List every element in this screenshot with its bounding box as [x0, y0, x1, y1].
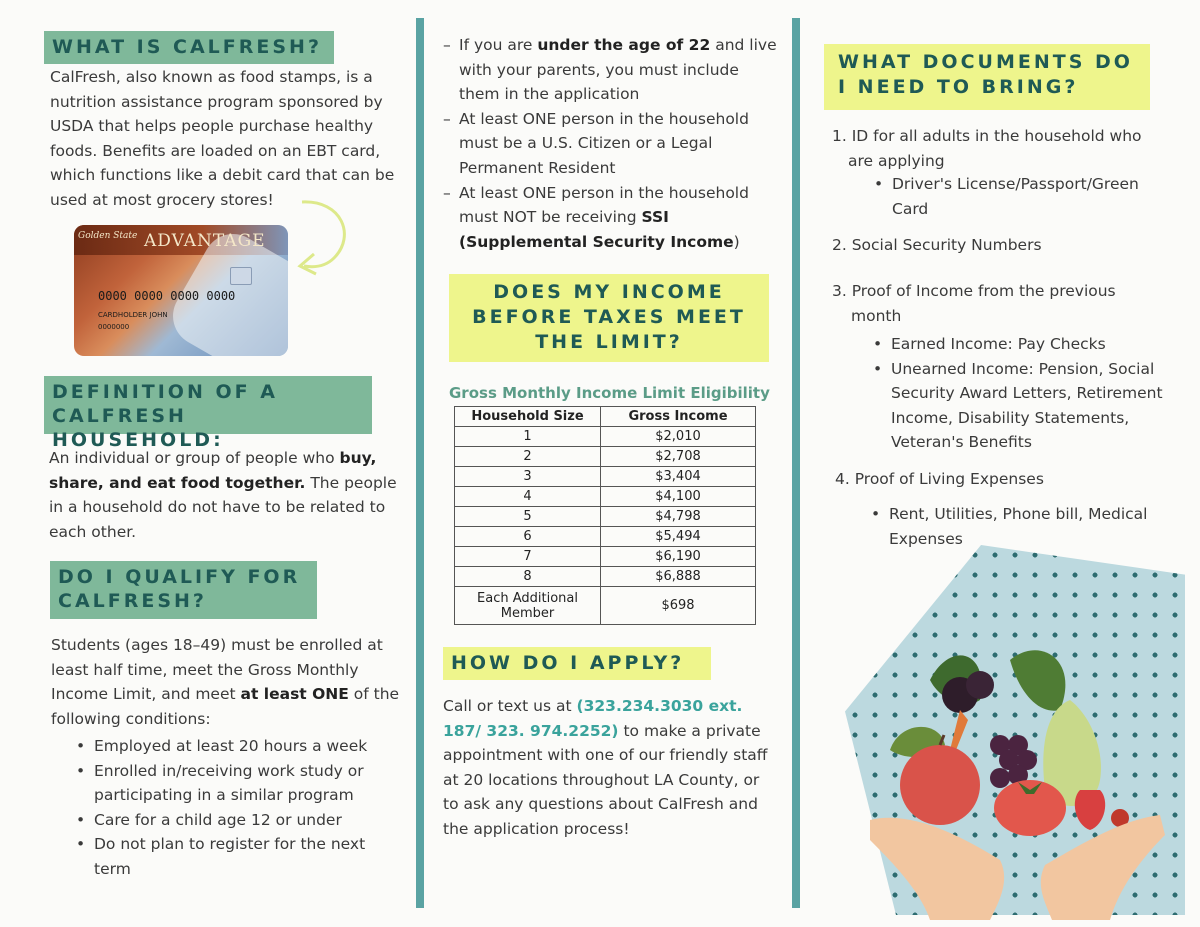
- table-header: Gross Income: [601, 407, 756, 427]
- definition-text: An individual or group of people who buy, share, and eat food together. The people in a household do not have to be related to each other.: [49, 449, 397, 541]
- card-brand-small: Golden State: [78, 231, 138, 241]
- list-item: • Rent, Utilities, Phone bill, Medical Expenses: [869, 502, 1159, 551]
- what-is-calfresh-heading: WHAT IS CALFRESH?: [44, 31, 334, 64]
- card-brand-big: ADVANTAGE: [144, 231, 266, 251]
- list-item: – If you are under the age of 22 and live with your parents, you must include them in the application: [443, 33, 783, 107]
- qualify-conditions-list: [74, 734, 394, 882]
- documents-item-4: 4. Proof of Living Expenses: [835, 470, 1044, 488]
- table-cell: $2,010: [601, 427, 756, 447]
- table-cell: 2: [455, 447, 601, 467]
- table-cell: 4: [455, 487, 601, 507]
- table-cell: 6: [455, 527, 601, 547]
- column-divider-right: [792, 18, 800, 908]
- table-cell: $3,404: [601, 467, 756, 487]
- table-cell: 7: [455, 547, 601, 567]
- how-to-apply-text: Call or text us at (323.234.3030 ext. 187/ 323. 974.2252) to make a private appointment with one of our friendly staff at 20 locations throughout LA County, or to ask any questions about CalFresh and the application process!: [443, 697, 768, 838]
- income-limit-heading: DOES MY INCOME BEFORE TAXES MEET THE LIMIT?: [449, 274, 769, 362]
- table-row: [455, 527, 756, 547]
- curved-arrow-icon: [294, 196, 358, 280]
- card-small-number: 0000000: [98, 323, 130, 331]
- list-item: • Earned Income: Pay Checks: [871, 332, 1163, 357]
- table-cell: 8: [455, 567, 601, 587]
- documents-item-3-sublist: [871, 332, 1163, 455]
- household-conditions-list: [443, 33, 783, 254]
- table-row: [455, 587, 756, 625]
- table-cell: Each Additional Member: [455, 587, 601, 625]
- list-item: – At least ONE person in the household must NOT be receiving SSI (Supplemental Security Income): [443, 181, 783, 255]
- card-number: 0000 0000 0000 0000: [98, 289, 236, 303]
- table-cell: $698: [601, 587, 756, 625]
- table-cell: $2,708: [601, 447, 756, 467]
- table-cell: 3: [455, 467, 601, 487]
- list-item: • Employed at least 20 hours a week: [74, 734, 394, 759]
- table-header-row: [455, 407, 756, 427]
- table-header: Household Size: [455, 407, 601, 427]
- definition-heading: DEFINITION OF A CALFRESH HOUSEHOLD:: [44, 376, 372, 434]
- qualify-text: Students (ages 18–49) must be enrolled at least half time, meet the Gross Monthly Income Limit, and meet at least ONE of the following conditions:: [51, 636, 400, 728]
- how-to-apply-heading: HOW DO I APPLY?: [443, 647, 711, 680]
- table-row: [455, 447, 756, 467]
- table-cell: $6,190: [601, 547, 756, 567]
- table-row: [455, 427, 756, 447]
- ebt-card-image: [74, 225, 288, 356]
- documents-heading: WHAT DOCUMENTS DO I NEED TO BRING?: [824, 44, 1150, 110]
- list-item: • Unearned Income: Pension, Social Security Award Letters, Retirement Income, Disability Statements, Veteran's Benefits: [871, 357, 1163, 455]
- list-item: • Care for a child age 12 or under: [74, 808, 394, 833]
- table-cell: $4,798: [601, 507, 756, 527]
- table-cell: $5,494: [601, 527, 756, 547]
- table-row: [455, 547, 756, 567]
- table-row: [455, 467, 756, 487]
- table-cell: $6,888: [601, 567, 756, 587]
- list-item: • Do not plan to register for the next term: [74, 832, 394, 881]
- list-item: – At least ONE person in the household must be a U.S. Citizen or a Legal Permanent Resident: [443, 107, 783, 181]
- what-is-calfresh-text: CalFresh, also known as food stamps, is a nutrition assistance program sponsored by USDA that helps people purchase healthy foods. Benefits are loaded on an EBT card, which functions like a debit card that can be used at most grocery stores!: [50, 68, 395, 209]
- documents-item-1: 1. ID for all adults in the household who are applying: [832, 127, 1142, 170]
- column-divider-left: [416, 18, 424, 908]
- documents-item-1-sublist: [872, 172, 1162, 221]
- table-cell: 1: [455, 427, 601, 447]
- documents-item-3: 3. Proof of Income from the previous month: [832, 282, 1116, 325]
- table-row: [455, 507, 756, 527]
- table-row: [455, 487, 756, 507]
- phone-number[interactable]: (323.234.3030 ext. 187/ 323. 974.2252): [443, 697, 743, 740]
- produce-hands-illustration: [870, 640, 1170, 920]
- documents-item-2: 2. Social Security Numbers: [832, 236, 1042, 254]
- income-table-title: Gross Monthly Income Limit Eligibility: [449, 384, 770, 402]
- list-item: • Enrolled in/receiving work study or participating in a similar program: [74, 759, 394, 808]
- card-holder-name: CARDHOLDER JOHN: [98, 311, 168, 319]
- table-cell: 5: [455, 507, 601, 527]
- documents-item-4-sublist: [869, 502, 1159, 551]
- qualify-heading: DO I QUALIFY FOR CALFRESH?: [50, 561, 317, 619]
- list-item: • Driver's License/Passport/Green Card: [872, 172, 1162, 221]
- card-chip: [230, 267, 252, 285]
- income-limit-table: [454, 406, 756, 625]
- table-cell: $4,100: [601, 487, 756, 507]
- table-row: [455, 567, 756, 587]
